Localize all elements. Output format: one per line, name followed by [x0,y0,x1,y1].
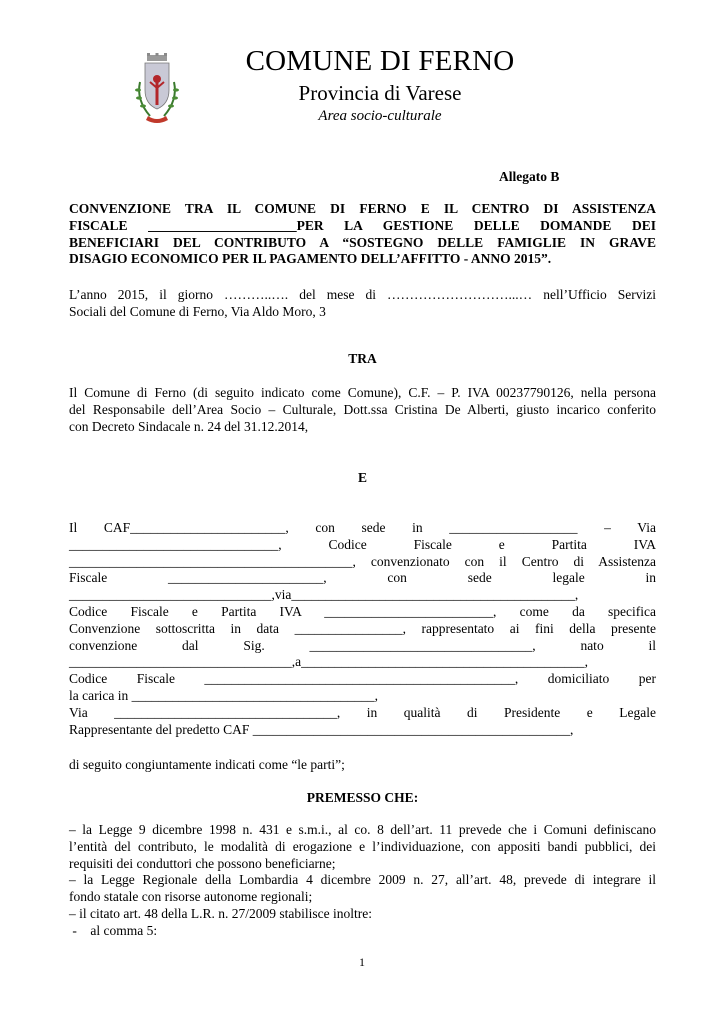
form-line: Fiscale _______________________, con sede legale in [69,570,656,586]
paragraph-line: con Decreto Sindacale n. 24 del 31.12.2014, [69,418,309,434]
premise-line: fondo statale con risorse autonome regionali; [69,889,313,905]
form-line: __________________________________________, convenzionato con il Centro di Assistenza [69,553,656,569]
coat-of-arms-logo [132,52,182,126]
title-line: DISAGIO ECONOMICO PER IL PAGAMENTO DELL’AFFITTO - ANNO 2015”. [69,251,552,267]
municipality-title: COMUNE DI FERNO [245,45,515,77]
form-line: la carica in ____________________________________, [69,687,378,703]
parties-statement: di seguito congiuntamente indicati come “le parti”; [69,757,345,772]
form-line: _______________________________, Codice Fiscale e Partita IVA [69,536,656,552]
premise-line: – la Legge Regionale della Lombardia 4 dicembre 2009 n. 27, all’art. 48, prevede di integrare il [69,872,656,888]
form-line: Via _________________________________, in qualità di Presidente e Legale [69,704,656,720]
premise-line: l’entità del contributo, le modalità di erogazione e l’individuazione, con appositi bandi pubblici, dei [69,838,656,854]
agreement-title [69,201,656,268]
section-heading-tra: TRA [348,351,377,366]
date-paragraph [69,287,656,321]
form-line: convenzione dal Sig. _________________________________, nato il [69,637,656,653]
form-line: _________________________________,a__________________________________________, [69,654,588,670]
caf-paragraph [69,520,656,738]
premise-line: - al comma 5: [69,922,158,938]
section-heading-e: E [357,470,367,485]
attachment-label: Allegato B [499,169,560,184]
title-line: CONVENZIONE TRA IL COMUNE DI FERNO E IL CENTRO DI ASSISTENZA [69,201,656,216]
premises-list [69,822,656,940]
province-subtitle: Provincia di Varese [298,81,462,105]
paragraph-line: del Responsabile dell’Area Socio – Culturale, Dott.ssa Cristina De Alberti, giusto incarico conferito [69,401,656,417]
form-line: Rappresentante del predetto CAF _______________________________________________, [69,721,574,737]
premise-line: requisiti dei conduttori che possono beneficiarne; [69,855,336,871]
title-line: BENEFICIARI DEL CONTRIBUTO A “SOSTEGNO DELLE FAMIGLIE IN GRAVE [69,234,656,250]
page-number: 1 [359,955,365,969]
premise-line: – la Legge 9 dicembre 1998 n. 431 e s.m.i., al co. 8 dell’art. 11 prevede che i Comuni definiscano [69,822,656,837]
municipality-paragraph [69,385,656,435]
paragraph-line: Sociali del Comune di Ferno, Via Aldo Moro, 3 [69,303,326,319]
paragraph-line: Il Comune di Ferno (di seguito indicato come Comune), C.F. – P. IVA 00237790126, nella persona [69,385,656,400]
form-line: Il CAF_______________________, con sede in ___________________ – Via [69,520,656,535]
title-line: FISCALE ______________________PER LA GESTIONE DELLE DOMANDE DEI [69,217,656,233]
premise-line: – il citato art. 48 della L.R. n. 27/2009 stabilisce inoltre: [69,905,372,921]
form-line: ______________________________,via__________________________________________, [69,587,579,603]
form-line: Convenzione sottoscritta in data ________________, rappresentato ai fini della presente [69,620,656,636]
department-subtitle: Area socio-culturale [318,108,442,124]
section-heading-premesso: PREMESSO CHE: [306,790,419,805]
form-line: Codice Fiscale ______________________________________________, domiciliato per [69,671,656,687]
form-line: Codice Fiscale e Partita IVA _________________________, come da specifica [69,603,656,619]
paragraph-line: L’anno 2015, il giorno ………..…. del mese di ………………………...… nell’Ufficio Servizi [69,287,656,302]
